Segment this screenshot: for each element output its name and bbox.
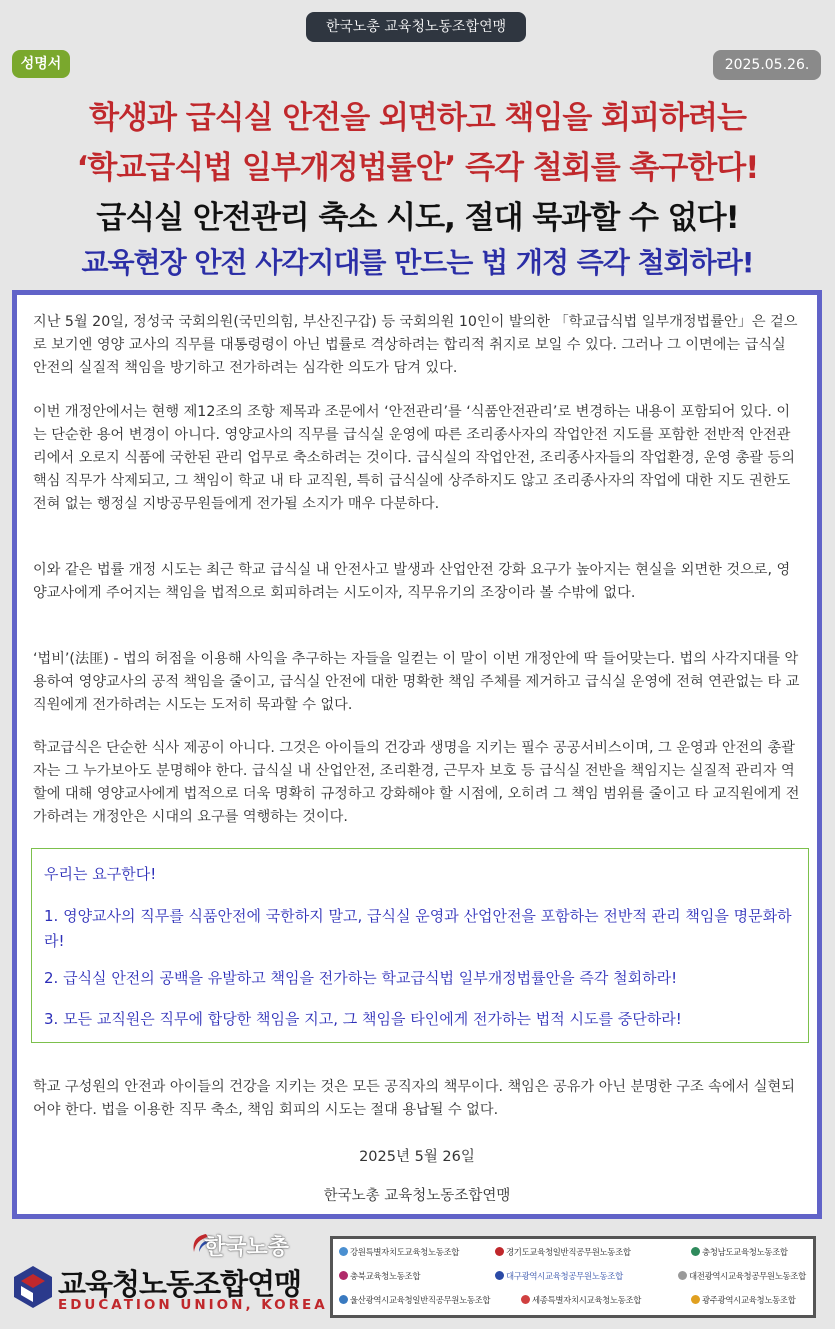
federation-logo — [14, 1228, 328, 1318]
member-union: 울산광역시교육청일반직공무원노동조합 — [339, 1294, 490, 1306]
member-union: 대구광역시교육청공무원노동조합 — [495, 1270, 623, 1282]
demands-box — [31, 848, 809, 1043]
paragraph-3: 이와 같은 법률 개정 시도는 최근 학교 급식실 내 안전사고 발생과 산업안전 강화 요구가 높아지는 현실을 외면한 것으로, 영양교사에게 주어지는 책임을 법적으로 회피하려는 시도이자, 직무유기의 조장이라 볼 수밖에 없다. — [33, 562, 791, 601]
union-emblem-icon — [691, 1247, 700, 1256]
union-emblem-icon — [521, 1295, 530, 1304]
member-union: 충청남도교육청노동조합 — [691, 1246, 788, 1258]
paragraph-5: 학교급식은 단순한 식사 제공이 아니다. 그것은 아이들의 건강과 생명을 지키는 필수 공공서비스이며, 그 운영과 안전의 총괄자는 그 누가보아도 분명해야 한다. 급식실 내 산업안전, 조리환경, 근무자 보호 등 급식실 전반을 책임지는 실질적 관리자 역할에 대해 영양교사에게 법적으로 더욱 명확히 규정하고 강화해야 할 시점에, 오히려 그 책임 범위를 줄이고 타 교직원에게 전가하려는 개정안은 시대의 요구를 역행하는 것이다. — [33, 740, 800, 825]
member-union: 대전광역시교육청공무원노동조합 — [678, 1270, 806, 1282]
union-emblem-icon — [339, 1247, 348, 1256]
union-emblem-icon — [495, 1271, 504, 1280]
date-badge: 2025.05.26. — [713, 50, 821, 80]
member-union: 충북교육청노동조합 — [339, 1270, 420, 1282]
union-emblem-icon — [678, 1271, 687, 1280]
demand-item-1: 1. 영양교사의 직무를 식품안전에 국한하지 말고, 급식실 운영과 산업안전을 포함하는 전반적 관리 책임을 명문화하라! — [44, 907, 792, 950]
headline-2: ‘학교급식법 일부개정법률안’ 즉각 철회를 촉구한다! — [76, 150, 759, 186]
member-union: 강원특별자치도교육청노동조합 — [339, 1246, 459, 1258]
signature-org: 한국노총 교육청노동조합연맹 — [323, 1188, 511, 1204]
headline-3: 급식실 안전관리 축소 시도, 절대 묵과할 수 없다! — [96, 200, 739, 236]
logo-main-text: 교육청노동조합연맹 — [58, 1267, 302, 1301]
paragraph-2: 이번 개정안에서는 현행 제12조의 조항 제목과 조문에서 ‘안전관리’를 ‘식품안전관리’로 변경하는 내용이 포함되어 있다. 이는 단순한 용어 변경이 아니다. 영양교사의 직무를 급식실 운영에 따른 조리종사자의 작업안전 지도를 포함한 전반적 안전관리에서 오로지 식품에 국한된 관리 업무로 축소하려는 것이다. 급식실의 작업안전, 조리종사자들의 작업환경, 운영 총괄 등의 핵심 직무가 삭제되고, 그 책임이 학교 내 타 교직원, 특히 급식실에 상주하지도 않고 조리종사자의 작업에 대한 지도 권한도 전혀 없는 행정실 지방공무원들에게 전가될 소지가 매우 다분하다. — [33, 404, 795, 512]
member-union: 세종특별자치시교육청노동조합 — [521, 1294, 641, 1306]
demands-title: 우리는 요구한다! — [44, 865, 157, 883]
closing-paragraph: 학교 구성원의 안전과 아이들의 건강을 지키는 것은 모든 공직자의 책무이다. 책임은 공유가 아닌 분명한 구조 속에서 실현되어야 한다. 법을 이용한 직무 축소, 책임 회피의 시도는 절대 용납될 수 없다. — [33, 1079, 795, 1118]
logo-english-text: EDUCATION UNION, KOREA — [58, 1297, 328, 1313]
logo-sub-text: 한국노총 — [204, 1235, 290, 1260]
union-emblem-icon — [691, 1295, 700, 1304]
statement-tag: 성명서 — [12, 50, 70, 78]
headline-1: 학생과 급식실 안전을 외면하고 책임을 회피하려는 — [89, 100, 746, 136]
member-unions-panel — [330, 1236, 816, 1318]
demand-item-3: 3. 모든 교직원은 직무에 합당한 책임을 지고, 그 책임을 타인에게 전가하는 법적 시도를 중단하라! — [44, 1010, 682, 1028]
org-badge: 한국노총 교육청노동조합연맹 — [306, 12, 526, 42]
headline-4: 교육현장 안전 사각지대를 만드는 법 개정 즉각 철회하라! — [81, 246, 754, 279]
union-emblem-icon — [339, 1271, 348, 1280]
statement-body — [12, 290, 822, 1219]
union-mark-icon — [14, 1266, 52, 1308]
member-union: 경기도교육청일반직공무원노동조합 — [495, 1246, 631, 1258]
demand-item-2: 2. 급식실 안전의 공백을 유발하고 책임을 전가하는 학교급식법 일부개정법률안을 즉각 철회하라! — [44, 969, 678, 987]
paragraph-1: 지난 5월 20일, 정성국 국회의원(국민의힘, 부산진구갑) 등 국회의원 10인이 발의한 「학교급식법 일부개정법률안」은 겉으로 보기엔 영양 교사의 직무를 대통령령이 아닌 법률로 격상하려는 합리적 취지로 보일 수 있다. 그러나 그 이면에는 급식실 안전의 실질적 책임을 방기하고 전가하려는 심각한 의도가 담겨 있다. — [33, 314, 798, 376]
paragraph-4: ‘법비’(法匪) - 법의 허점을 이용해 사익을 추구하는 자들을 일컫는 이 말이 이번 개정안에 딱 들어맞는다. 법의 사각지대를 악용하여 영양교사의 공적 책임을 줄이고, 급식실 안전에 대한 명확한 책임 주체를 제거하고 급식실 운영에 전혀 연관없는 타 교직원에게 전가하려는 시도는 도저히 묵과할 수 없다. — [33, 651, 800, 713]
union-emblem-icon — [495, 1247, 504, 1256]
member-union: 광주광역시교육청노동조합 — [691, 1294, 795, 1306]
union-emblem-icon — [339, 1295, 348, 1304]
signature-date: 2025년 5월 26일 — [359, 1149, 475, 1165]
